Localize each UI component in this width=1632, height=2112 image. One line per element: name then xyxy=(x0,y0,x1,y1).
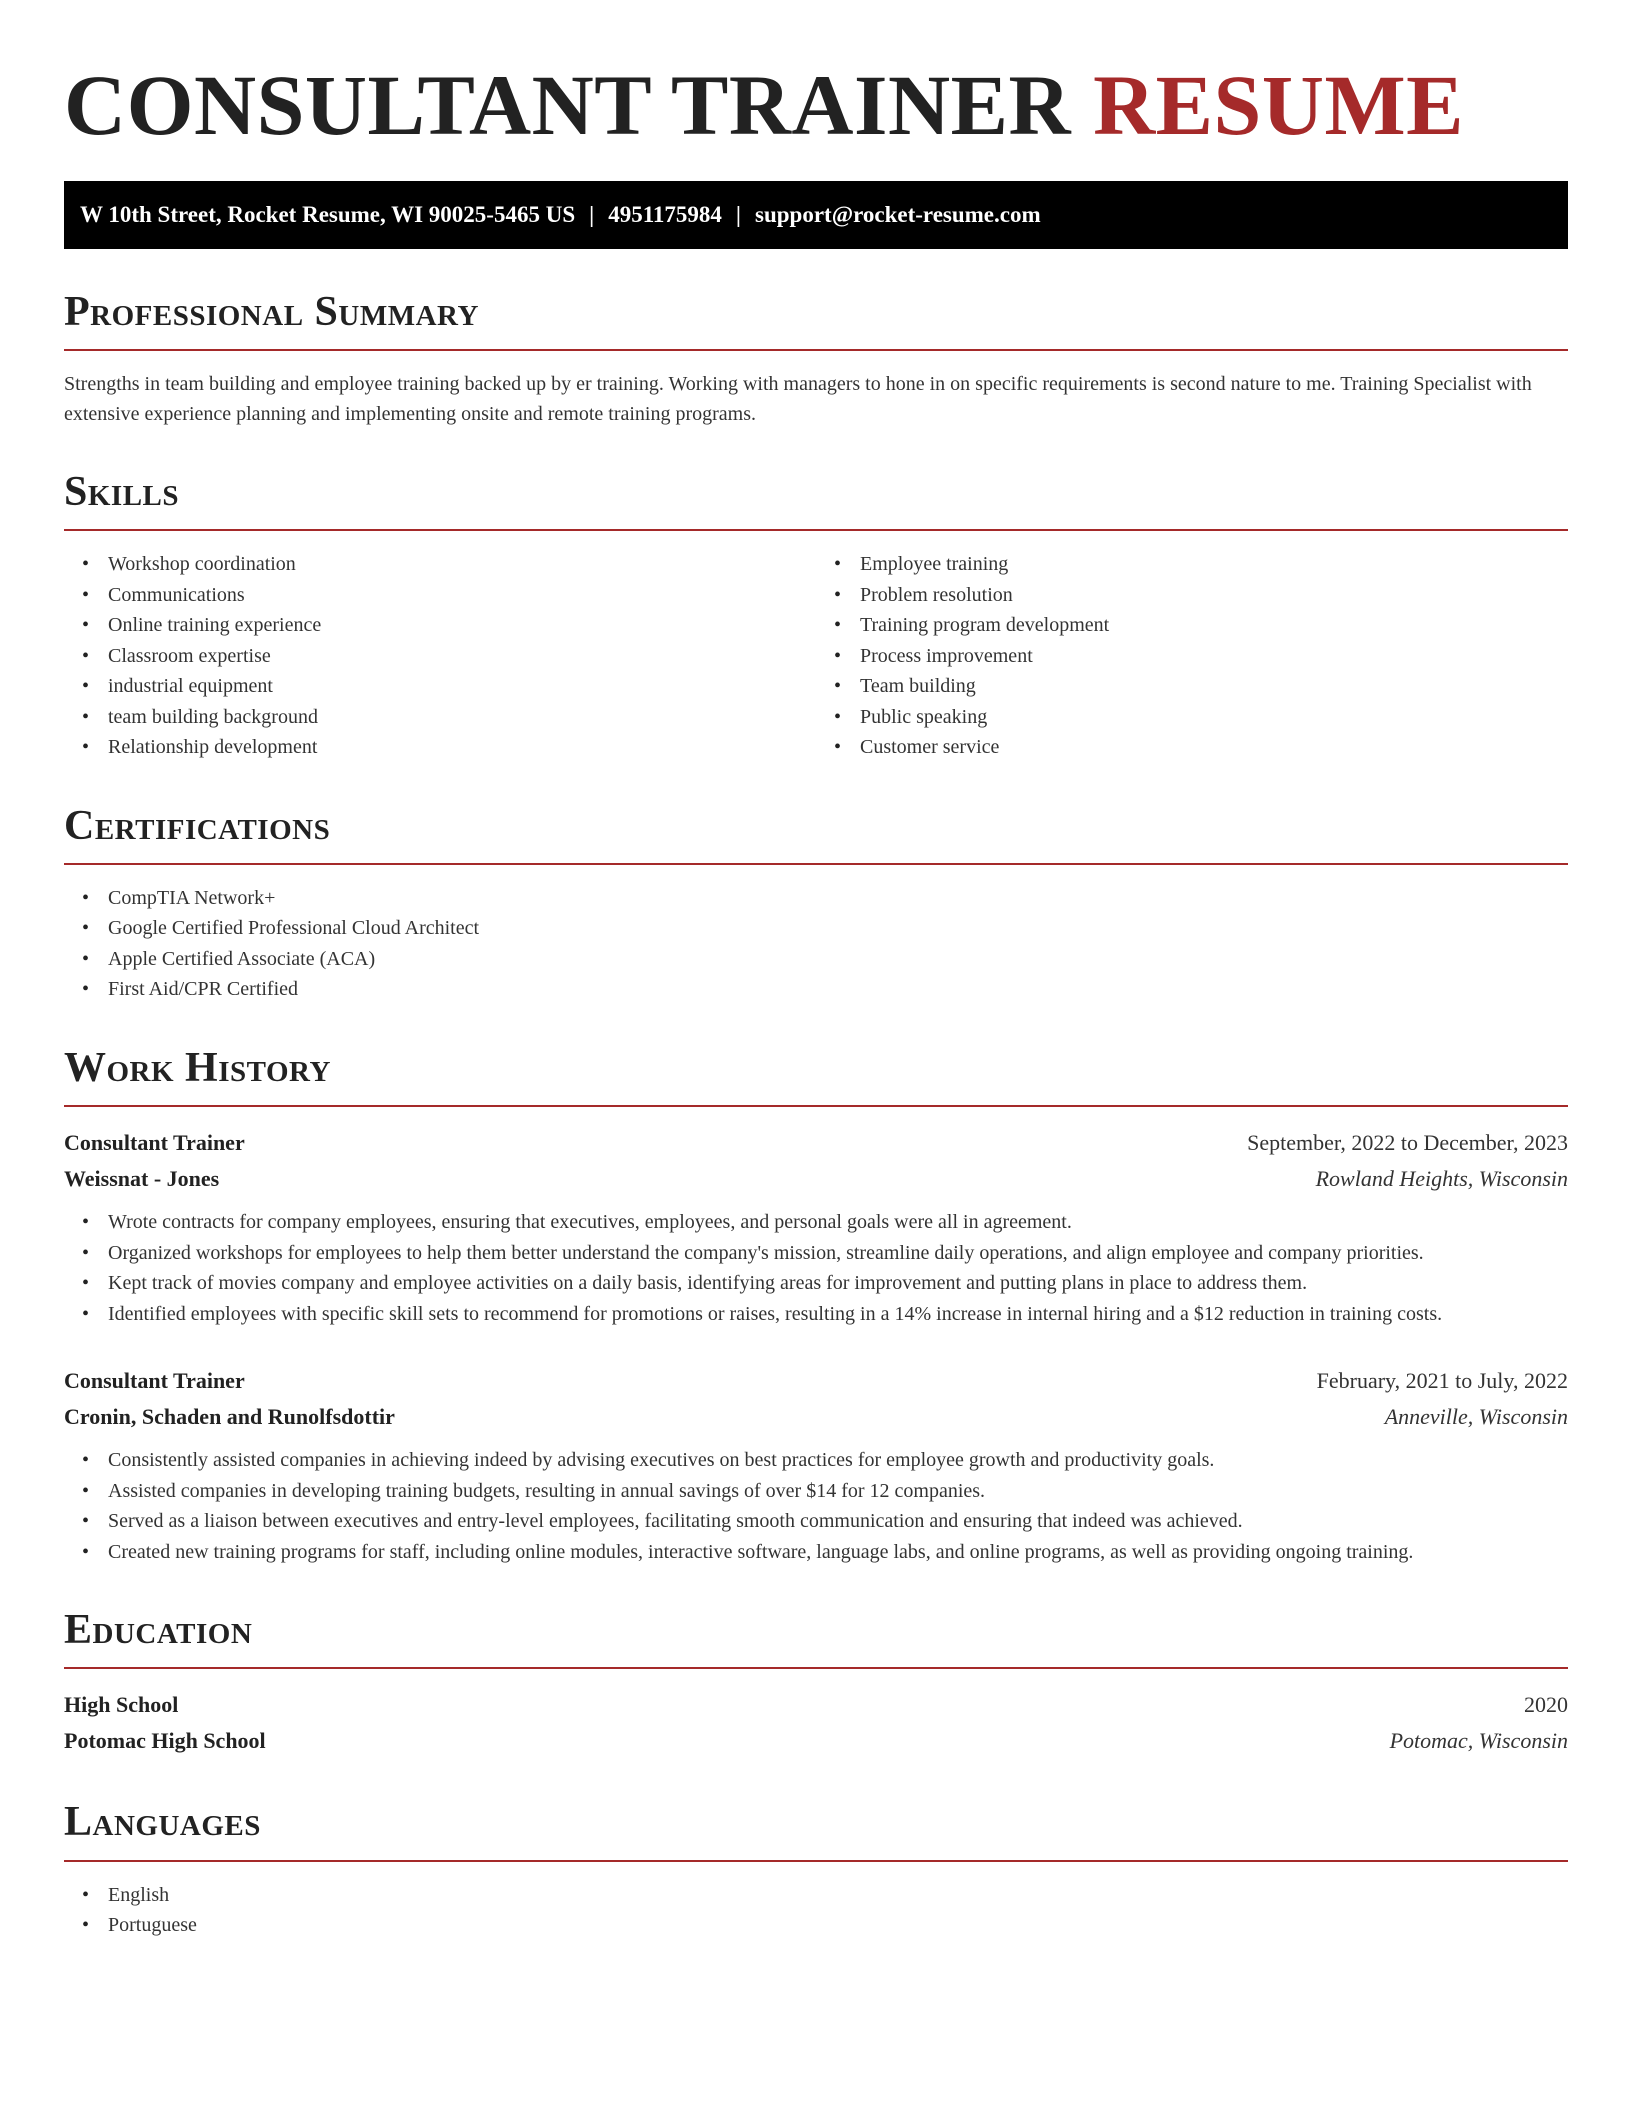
languages-section xyxy=(64,1799,1568,1940)
skill-item: • industrial equipment xyxy=(108,671,816,702)
resume-title xyxy=(64,56,1568,155)
job-title-row xyxy=(64,1125,1568,1161)
job-bullet: • Served as a liaison between executives and entry-level employees, facilitating smooth communication and ensuring that indeed was achieved. xyxy=(108,1506,1568,1537)
job-company: Weissnat - Jones xyxy=(64,1166,220,1192)
summary-text: Strengths in team building and employee training backed up by er training. Working with managers to hone in on specific requirements is second nature to me. Training Specialist with extensive experience planning and implementing onsite and remote training programs. xyxy=(64,373,1532,426)
certification-item: • Apple Certified Associate (ACA) xyxy=(108,944,1568,975)
skill-item: • team building background xyxy=(108,702,816,733)
job-title: Consultant Trainer xyxy=(64,1368,245,1394)
job-entry xyxy=(64,1125,1568,1329)
skill-item: • Process improvement xyxy=(860,641,1568,672)
contact-bar xyxy=(64,181,1568,249)
education-degree: High School xyxy=(64,1692,179,1718)
job-bullet: • Assisted companies in developing training budgets, resulting in annual savings of over $14 for 12 companies. xyxy=(108,1476,1568,1507)
languages-heading: Languages xyxy=(64,1799,1568,1861)
certifications-heading: Certifications xyxy=(64,803,1568,865)
job-title-row xyxy=(64,1363,1568,1399)
skill-item: • Online training experience xyxy=(108,610,816,641)
skills-list-right xyxy=(816,549,1568,763)
language-item: • English xyxy=(108,1880,1568,1911)
education-heading: Education xyxy=(64,1607,1568,1669)
skill-item: • Problem resolution xyxy=(860,580,1568,611)
skills-heading: Skills xyxy=(64,469,1568,531)
title-main: CONSULTANT TRAINER xyxy=(64,57,1072,153)
certifications-section xyxy=(64,803,1568,1005)
skill-item: • Workshop coordination xyxy=(108,549,816,580)
job-title: Consultant Trainer xyxy=(64,1130,245,1156)
education-school-row xyxy=(64,1723,1568,1759)
contact-phone: 4951175984 xyxy=(608,201,722,227)
skill-item: • Team building xyxy=(860,671,1568,702)
job-bullets xyxy=(64,1445,1568,1567)
job-bullet: • Wrote contracts for company employees, ensuring that executives, employees, and personal goals were all in agreement. xyxy=(108,1207,1568,1238)
skills-section xyxy=(64,469,1568,763)
job-company-row xyxy=(64,1399,1568,1435)
job-bullet: • Kept track of movies company and employee activities on a daily basis, identifying areas for improvement and putting plans in place to address them. xyxy=(108,1268,1568,1299)
education-degree-row xyxy=(64,1687,1568,1723)
skill-item: • Customer service xyxy=(860,732,1568,763)
job-company-row xyxy=(64,1161,1568,1197)
education-school: Potomac High School xyxy=(64,1728,266,1754)
work-history-heading: Work History xyxy=(64,1045,1568,1107)
education-year: 2020 xyxy=(1524,1692,1568,1718)
summary-section xyxy=(64,289,1568,429)
work-history-section xyxy=(64,1045,1568,1567)
job-bullet: • Consistently assisted companies in achieving indeed by advising executives on best practices for employee growth and productivity goals. xyxy=(108,1445,1568,1476)
job-location: Anneville, Wisconsin xyxy=(1384,1404,1568,1430)
job-bullet: • Identified employees with specific skill sets to recommend for promotions or raises, resulting in a 14% increase in internal hiring and a $12 reduction in training costs. xyxy=(108,1299,1568,1330)
skills-list-left xyxy=(64,549,816,763)
education-location: Potomac, Wisconsin xyxy=(1389,1728,1568,1754)
skill-item: • Employee training xyxy=(860,549,1568,580)
certification-item: • CompTIA Network+ xyxy=(108,883,1568,914)
contact-separator: | xyxy=(735,201,741,227)
job-location: Rowland Heights, Wisconsin xyxy=(1315,1166,1568,1192)
skill-item: • Relationship development xyxy=(108,732,816,763)
job-dates: February, 2021 to July, 2022 xyxy=(1316,1368,1568,1394)
skill-item: • Public speaking xyxy=(860,702,1568,733)
languages-list xyxy=(64,1880,1568,1941)
certifications-list xyxy=(64,883,1568,1005)
job-company: Cronin, Schaden and Runolfsdottir xyxy=(64,1404,395,1430)
skill-item: • Communications xyxy=(108,580,816,611)
skill-item: • Classroom expertise xyxy=(108,641,816,672)
job-dates: September, 2022 to December, 2023 xyxy=(1247,1130,1568,1156)
language-item: • Portuguese xyxy=(108,1910,1568,1941)
job-bullet: • Created new training programs for staff, including online modules, interactive software, language labs, and online programs, as well as providing ongoing training. xyxy=(108,1537,1568,1568)
skill-item: • Training program development xyxy=(860,610,1568,641)
contact-email[interactable]: support@rocket-resume.com xyxy=(755,201,1041,227)
certification-item: • First Aid/CPR Certified xyxy=(108,974,1568,1005)
education-entry xyxy=(64,1687,1568,1759)
certification-item: • Google Certified Professional Cloud Architect xyxy=(108,913,1568,944)
job-bullets xyxy=(64,1207,1568,1329)
contact-address: W 10th Street, Rocket Resume, WI 90025-5465 US xyxy=(80,201,576,227)
job-entry xyxy=(64,1363,1568,1567)
title-accent: RESUME xyxy=(1093,57,1465,153)
contact-separator: | xyxy=(589,201,595,227)
education-section xyxy=(64,1607,1568,1759)
skills-grid xyxy=(64,531,1568,763)
job-bullet: • Organized workshops for employees to help them better understand the company's mission, streamline daily operations, and align employee and company priorities. xyxy=(108,1238,1568,1269)
summary-heading: Professional Summary xyxy=(64,289,1568,351)
